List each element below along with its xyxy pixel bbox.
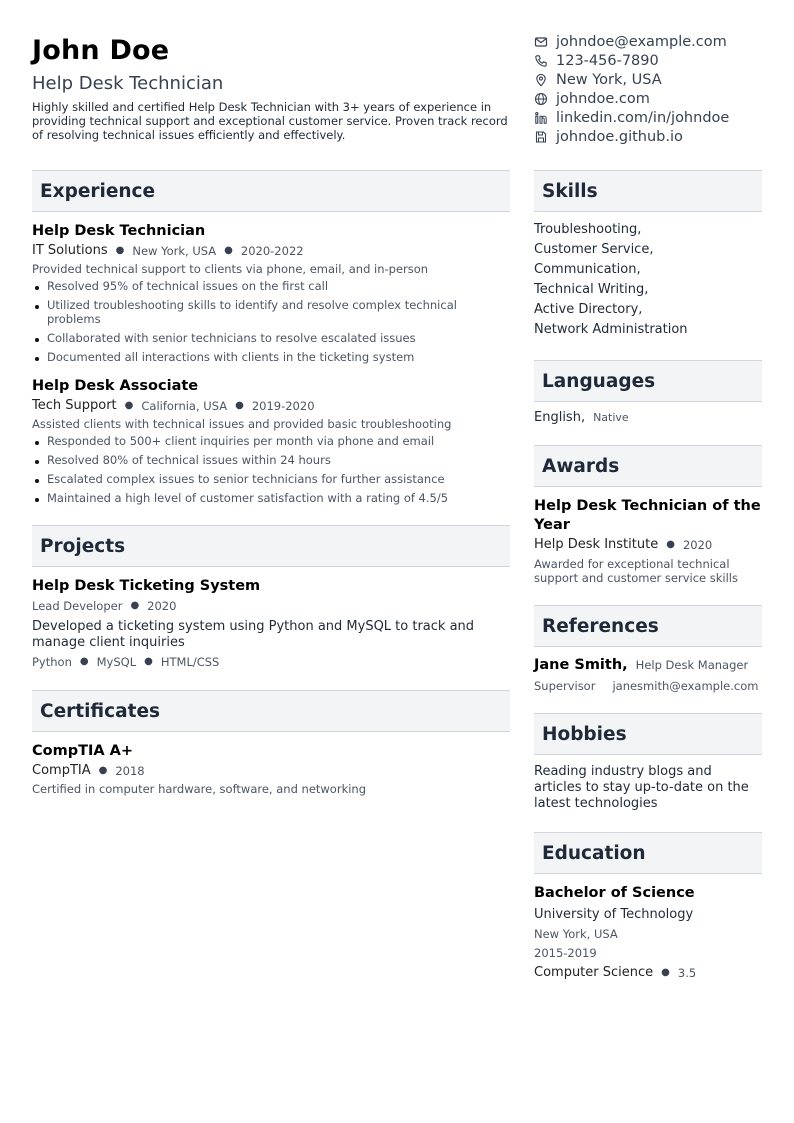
separator-dot: ●: [661, 967, 670, 978]
project-role: Lead Developer: [32, 599, 123, 613]
experience-dates: 2019-2020: [251, 399, 315, 413]
separator-dot: ●: [98, 765, 108, 776]
languages-heading: Languages: [534, 360, 762, 402]
linkedin-icon: [534, 111, 548, 125]
reference-email[interactable]: janesmith@example.com: [612, 679, 759, 693]
contact-website-text: johndoe.com: [556, 90, 650, 107]
highlight-item: Documented all interactions with clients in the ticketing system: [32, 350, 510, 364]
skills-list: [534, 220, 762, 340]
language-fluency: Native: [593, 411, 629, 424]
contact-linkedin[interactable]: [534, 108, 774, 127]
separator-dot: ●: [144, 656, 153, 667]
skill-item: Communication,: [534, 262, 641, 277]
education-gpa: 3.5: [677, 966, 697, 980]
contact-list: [534, 32, 774, 146]
experience-role: Help Desk Associate: [32, 378, 199, 394]
languages-section: [534, 360, 762, 425]
skill-item: Technical Writing,: [534, 282, 649, 297]
experience-role: Help Desk Technician: [32, 223, 206, 239]
contact-website[interactable]: [534, 89, 774, 108]
experience-item: [32, 377, 510, 505]
contact-email[interactable]: [534, 32, 774, 51]
contact-phone-text: 123-456-7890: [556, 52, 659, 69]
certificate-meta: [32, 761, 510, 781]
reference-name: Jane Smith,: [534, 657, 628, 673]
certificate-year: 2018: [115, 764, 145, 778]
education-dates: 2015-2019: [534, 946, 597, 960]
separator-dot: ●: [666, 539, 675, 550]
highlight-item: Escalated complex issues to senior technicians for further assistance: [32, 472, 510, 486]
separator-dot: ●: [224, 245, 233, 256]
awards-section: [534, 445, 762, 585]
contact-github-text: johndoe.github.io: [556, 128, 683, 145]
contact-phone[interactable]: [534, 51, 774, 70]
experience-heading: Experience: [32, 170, 510, 212]
job-title: Help Desk Technician: [32, 73, 224, 94]
education-degree: Bachelor of Science: [534, 885, 695, 901]
resume-header: [32, 34, 510, 142]
project-description: Developed a ticketing system using Python and MySQL to track and manage client inquiries: [32, 619, 475, 650]
experience-item: [32, 222, 510, 364]
contact-location: [534, 70, 774, 89]
mail-icon: [534, 35, 548, 49]
project-tags: [32, 654, 510, 670]
certificates-section: [32, 690, 510, 798]
language-item: [534, 410, 762, 425]
skill-item: Network Administration: [534, 322, 688, 337]
award-item: [534, 497, 762, 585]
education-item: [534, 884, 762, 983]
experience-summary: Assisted clients with technical issues and provided basic troubleshooting: [32, 417, 452, 431]
hobbies-section: [534, 713, 762, 812]
project-tag: MySQL: [96, 655, 137, 669]
education-location: New York, USA: [534, 927, 618, 941]
education-meta: [534, 963, 762, 983]
projects-section: [32, 525, 510, 670]
certificate-description: Certified in computer hardware, software, and networking: [32, 782, 367, 796]
experience-section: [32, 170, 510, 505]
contact-location-text: New York, USA: [556, 71, 662, 88]
location-icon: [534, 73, 548, 87]
experience-dates: 2020-2022: [240, 244, 304, 258]
globe-icon: [534, 92, 548, 106]
certificate-issuer: CompTIA: [32, 763, 91, 778]
education-section: [534, 832, 762, 983]
experience-location: New York, USA: [132, 244, 217, 258]
experience-company: IT Solutions: [32, 243, 108, 258]
reference-position: Help Desk Manager: [635, 658, 749, 672]
award-meta: [534, 535, 762, 555]
skill-item: Customer Service,: [534, 242, 654, 257]
highlight-item: Responded to 500+ client inquiries per month via phone and email: [32, 434, 510, 448]
project-meta: [32, 596, 510, 616]
award-title: Help Desk Technician of the Year: [534, 498, 761, 533]
award-year: 2020: [682, 538, 713, 552]
separator-dot: ●: [235, 400, 244, 411]
references-heading: References: [534, 605, 762, 647]
highlight-item: Resolved 80% of technical issues within 24 hours: [32, 453, 510, 467]
highlight-item: Maintained a high level of customer satisfaction with a rating of 4.5/5: [32, 491, 510, 505]
hobbies-heading: Hobbies: [534, 713, 762, 755]
contact-github[interactable]: [534, 127, 774, 146]
certificate-item: [32, 742, 510, 798]
experience-location: California, USA: [141, 399, 228, 413]
contact-linkedin-text: linkedin.com/in/johndoe: [556, 109, 730, 126]
certificate-name: CompTIA A+: [32, 743, 134, 759]
side-column: [534, 170, 762, 1003]
award-description: Awarded for exceptional technical support and customer service skills: [534, 557, 738, 585]
experience-company: Tech Support: [32, 398, 117, 413]
experience-meta: [32, 396, 510, 416]
phone-icon: [534, 54, 548, 68]
separator-dot: ●: [79, 656, 89, 667]
project-tag: Python: [32, 655, 72, 669]
experience-meta: [32, 241, 510, 261]
project-year: 2020: [147, 599, 177, 613]
projects-heading: Projects: [32, 525, 510, 567]
skill-item: Active Directory,: [534, 302, 643, 317]
project-tag: HTML/CSS: [160, 655, 220, 669]
references-section: [534, 605, 762, 693]
separator-dot: ●: [130, 600, 140, 611]
reference-relation: Supervisor: [534, 679, 596, 693]
highlight-item: Resolved 95% of technical issues on the first call: [32, 279, 510, 293]
experience-summary: Provided technical support to clients via phone, email, and in-person: [32, 262, 429, 276]
main-column: [32, 170, 510, 818]
reference-item: [534, 657, 762, 673]
certificates-heading: Certificates: [32, 690, 510, 732]
highlight-item: Collaborated with senior technicians to resolve escalated issues: [32, 331, 510, 345]
education-institution: University of Technology: [534, 907, 694, 922]
highlight-item: Utilized troubleshooting skills to identify and resolve complex technical problems: [32, 298, 510, 326]
github-icon: [534, 130, 548, 144]
contact-email-text: johndoe@example.com: [556, 33, 727, 50]
separator-dot: ●: [115, 245, 125, 256]
full-name: John Doe: [32, 35, 170, 66]
profile-summary: Highly skilled and certified Help Desk Technician with 3+ years of experience in providing technical support and exceptional customer service. Proven track record of resolving technical issues efficiently and effectively.: [32, 100, 508, 142]
skill-item: Troubleshooting,: [534, 222, 642, 237]
skills-section: [534, 170, 762, 340]
skills-heading: Skills: [534, 170, 762, 212]
education-heading: Education: [534, 832, 762, 874]
education-field: Computer Science: [534, 965, 654, 980]
project-name: Help Desk Ticketing System: [32, 578, 261, 594]
separator-dot: ●: [124, 400, 134, 411]
award-awarder: Help Desk Institute: [534, 537, 659, 552]
awards-heading: Awards: [534, 445, 762, 487]
experience-highlights: [32, 434, 510, 505]
reference-details: [534, 679, 762, 693]
experience-highlights: [32, 279, 510, 364]
language-name: English,: [534, 410, 586, 425]
project-item: [32, 577, 510, 670]
hobby-item: Reading industry blogs and articles to stay up-to-date on the latest technologies: [534, 764, 749, 811]
